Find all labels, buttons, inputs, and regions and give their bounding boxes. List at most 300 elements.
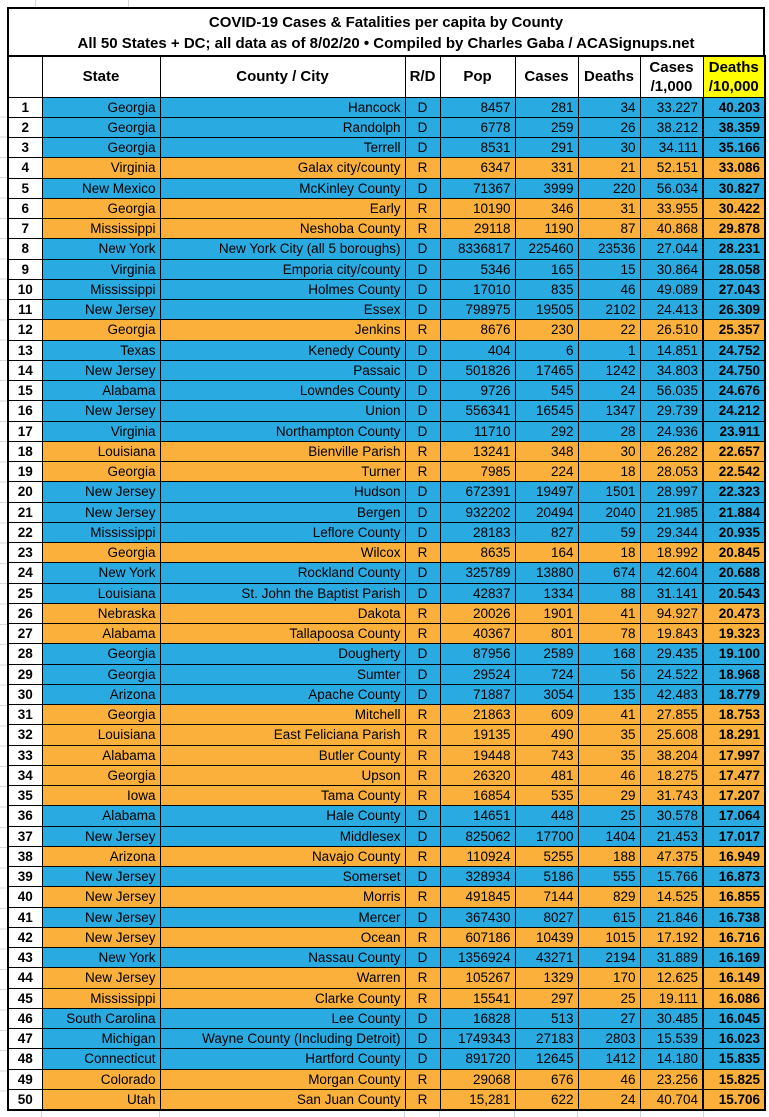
cases-per-1000-cell: 29.344	[640, 522, 703, 542]
spreadsheet-gridline	[41, 1111, 42, 1117]
cases-per-1000-cell: 28.053	[640, 462, 703, 482]
rank-cell: 14	[8, 360, 42, 380]
cases-per-1000-cell: 24.413	[640, 300, 703, 320]
table-row	[8, 826, 765, 846]
rank-cell: 35	[8, 786, 42, 806]
deaths-cell: 41	[578, 603, 640, 623]
state-cell: New Jersey	[42, 907, 160, 927]
cases-per-1000-cell: 40.868	[640, 219, 703, 239]
county-cell: Sumter	[160, 664, 405, 684]
table-row	[8, 968, 765, 988]
deaths-per-10000-cell: 27.043	[703, 279, 765, 299]
deaths-per-10000-cell: 26.309	[703, 300, 765, 320]
table-row	[8, 583, 765, 603]
deaths-per-10000-cell: 35.166	[703, 138, 765, 158]
deaths-cell: 1242	[578, 360, 640, 380]
party-cell: D	[405, 97, 440, 117]
deaths-per-10000-cell: 24.752	[703, 340, 765, 360]
table-row	[8, 563, 765, 583]
cases-cell: 331	[515, 158, 578, 178]
pop-cell: 71887	[440, 684, 515, 704]
county-cell: Dougherty	[160, 644, 405, 664]
covid-county-table	[7, 55, 766, 1111]
party-cell: D	[405, 360, 440, 380]
table-row	[8, 1049, 765, 1069]
state-cell: Louisiana	[42, 583, 160, 603]
party-cell: D	[405, 644, 440, 664]
pop-cell: 71367	[440, 178, 515, 198]
cases-cell: 224	[515, 462, 578, 482]
cases-cell: 8027	[515, 907, 578, 927]
county-cell: St. John the Baptist Parish	[160, 583, 405, 603]
rank-cell: 45	[8, 988, 42, 1008]
county-cell: Terrell	[160, 138, 405, 158]
cases-per-1000-cell: 19.111	[640, 988, 703, 1008]
deaths-cell: 35	[578, 725, 640, 745]
pop-cell: 87956	[440, 644, 515, 664]
deaths-cell: 26	[578, 117, 640, 137]
deaths-per-10000-cell: 16.045	[703, 1008, 765, 1028]
rank-cell: 23	[8, 543, 42, 563]
table-row	[8, 178, 765, 198]
deaths-cell: 135	[578, 684, 640, 704]
spreadsheet-gridline	[159, 1111, 160, 1117]
cases-cell: 743	[515, 745, 578, 765]
cases-per-1000-cell: 49.089	[640, 279, 703, 299]
cases-cell: 545	[515, 381, 578, 401]
deaths-per-10000-cell: 17.017	[703, 826, 765, 846]
deaths-per-10000-cell: 16.149	[703, 968, 765, 988]
deaths-cell: 41	[578, 705, 640, 725]
deaths-cell: 1404	[578, 826, 640, 846]
cases-cell: 2589	[515, 644, 578, 664]
cases-cell: 281	[515, 97, 578, 117]
rank-cell: 10	[8, 279, 42, 299]
deaths-cell: 56	[578, 664, 640, 684]
deaths-cell: 1412	[578, 1049, 640, 1069]
party-cell: R	[405, 968, 440, 988]
state-cell: Virginia	[42, 259, 160, 279]
cases-per-1000-cell: 38.204	[640, 745, 703, 765]
state-cell: Arizona	[42, 846, 160, 866]
party-cell: R	[405, 603, 440, 623]
rank-cell: 4	[8, 158, 42, 178]
table-row	[8, 340, 765, 360]
deaths-per-10000-cell: 15.706	[703, 1089, 765, 1109]
pop-cell: 20026	[440, 603, 515, 623]
state-cell: Mississippi	[42, 219, 160, 239]
cases-cell: 7144	[515, 887, 578, 907]
table-row	[8, 482, 765, 502]
col-header-cases-per-1000: Cases /1,000	[640, 56, 703, 97]
cases-cell: 3054	[515, 684, 578, 704]
deaths-per-10000-cell: 24.212	[703, 401, 765, 421]
deaths-per-10000-cell: 40.203	[703, 97, 765, 117]
rank-cell: 38	[8, 846, 42, 866]
county-cell: Holmes County	[160, 279, 405, 299]
deaths-per-10000-cell: 18.291	[703, 725, 765, 745]
county-cell: Hudson	[160, 482, 405, 502]
col-header-deaths-per-10000: Deaths /10,000	[703, 56, 765, 97]
table-row	[8, 279, 765, 299]
state-cell: New York	[42, 563, 160, 583]
deaths-per-10000-cell: 17.207	[703, 786, 765, 806]
county-cell: Morris	[160, 887, 405, 907]
table-row	[8, 1069, 765, 1089]
county-cell: Warren	[160, 968, 405, 988]
deaths-cell: 27	[578, 1008, 640, 1028]
rank-cell: 47	[8, 1029, 42, 1049]
rank-cell: 36	[8, 806, 42, 826]
cases-per-1000-cell: 17.192	[640, 927, 703, 947]
deaths-per-10000-cell: 18.968	[703, 664, 765, 684]
cases-per-1000-cell: 30.485	[640, 1008, 703, 1028]
rank-cell: 13	[8, 340, 42, 360]
table-row	[8, 907, 765, 927]
rank-cell: 18	[8, 441, 42, 461]
table-row	[8, 462, 765, 482]
cases-per-1000-cell: 23.256	[640, 1069, 703, 1089]
cases-cell: 297	[515, 988, 578, 1008]
deaths-per-10000-cell: 38.359	[703, 117, 765, 137]
state-cell: Connecticut	[42, 1049, 160, 1069]
deaths-cell: 31	[578, 198, 640, 218]
cases-cell: 10439	[515, 927, 578, 947]
rank-cell: 26	[8, 603, 42, 623]
cases-cell: 12645	[515, 1049, 578, 1069]
pop-cell: 42837	[440, 583, 515, 603]
table-row	[8, 522, 765, 542]
rank-cell: 6	[8, 198, 42, 218]
party-cell: R	[405, 320, 440, 340]
cases-per-1000-cell: 26.282	[640, 441, 703, 461]
pop-cell: 501826	[440, 360, 515, 380]
cases-cell: 292	[515, 421, 578, 441]
deaths-cell: 168	[578, 644, 640, 664]
pop-cell: 8676	[440, 320, 515, 340]
deaths-per-10000-cell: 20.935	[703, 522, 765, 542]
party-cell: R	[405, 1069, 440, 1089]
state-cell: New Jersey	[42, 826, 160, 846]
cases-cell: 17465	[515, 360, 578, 380]
state-cell: New Jersey	[42, 867, 160, 887]
county-cell: Jenkins	[160, 320, 405, 340]
table-row	[8, 664, 765, 684]
rank-cell: 37	[8, 826, 42, 846]
county-cell: Clarke County	[160, 988, 405, 1008]
pop-cell: 325789	[440, 563, 515, 583]
pop-cell: 932202	[440, 502, 515, 522]
col-header-cases: Cases	[515, 56, 578, 97]
spreadsheet-gridline	[35, 0, 36, 7]
party-cell: D	[405, 826, 440, 846]
cases-per-1000-cell: 33.955	[640, 198, 703, 218]
table-row	[8, 725, 765, 745]
table-row	[8, 401, 765, 421]
state-cell: Georgia	[42, 462, 160, 482]
pop-cell: 798975	[440, 300, 515, 320]
deaths-cell: 2102	[578, 300, 640, 320]
county-cell: Emporia city/county	[160, 259, 405, 279]
rank-cell: 28	[8, 644, 42, 664]
rank-cell: 29	[8, 664, 42, 684]
pop-cell: 607186	[440, 927, 515, 947]
state-cell: Georgia	[42, 644, 160, 664]
deaths-per-10000-cell: 16.738	[703, 907, 765, 927]
cases-cell: 19505	[515, 300, 578, 320]
spreadsheet-gridline	[640, 1111, 641, 1117]
pop-cell: 21863	[440, 705, 515, 725]
pop-cell: 105267	[440, 968, 515, 988]
spreadsheet-gridline	[439, 1111, 440, 1117]
county-cell: Lowndes County	[160, 381, 405, 401]
cases-cell: 801	[515, 624, 578, 644]
deaths-per-10000-cell: 25.357	[703, 320, 765, 340]
state-cell: Georgia	[42, 664, 160, 684]
pop-cell: 1356924	[440, 948, 515, 968]
deaths-per-10000-cell: 21.884	[703, 502, 765, 522]
cases-cell: 3999	[515, 178, 578, 198]
rank-cell: 15	[8, 381, 42, 401]
rank-cell: 33	[8, 745, 42, 765]
cases-per-1000-cell: 21.453	[640, 826, 703, 846]
party-cell: R	[405, 725, 440, 745]
rank-cell: 21	[8, 502, 42, 522]
rank-cell: 50	[8, 1089, 42, 1109]
deaths-cell: 21	[578, 158, 640, 178]
deaths-cell: 23536	[578, 239, 640, 259]
county-cell: Somerset	[160, 867, 405, 887]
deaths-per-10000-cell: 28.231	[703, 239, 765, 259]
spreadsheet-gridlines-left	[0, 97, 7, 1111]
deaths-cell: 24	[578, 381, 640, 401]
deaths-per-10000-cell: 19.323	[703, 624, 765, 644]
rank-cell: 17	[8, 421, 42, 441]
rank-cell: 16	[8, 401, 42, 421]
county-cell: Middlesex	[160, 826, 405, 846]
party-cell: D	[405, 421, 440, 441]
table-row	[8, 421, 765, 441]
cases-per-1000-cell: 56.034	[640, 178, 703, 198]
table-row	[8, 846, 765, 866]
rank-cell: 30	[8, 684, 42, 704]
cases-cell: 835	[515, 279, 578, 299]
table-row	[8, 360, 765, 380]
table-body	[8, 97, 765, 1110]
cases-per-1000-cell: 31.141	[640, 583, 703, 603]
state-cell: New York	[42, 948, 160, 968]
table-row	[8, 705, 765, 725]
table-row	[8, 320, 765, 340]
table-row	[8, 988, 765, 1008]
deaths-cell: 220	[578, 178, 640, 198]
county-cell: Neshoba County	[160, 219, 405, 239]
party-cell: R	[405, 786, 440, 806]
cases-cell: 346	[515, 198, 578, 218]
deaths-per-10000-cell: 29.878	[703, 219, 765, 239]
county-cell: Morgan County	[160, 1069, 405, 1089]
county-cell: Bienville Parish	[160, 441, 405, 461]
deaths-per-10000-cell: 16.716	[703, 927, 765, 947]
pop-cell: 10190	[440, 198, 515, 218]
deaths-cell: 30	[578, 138, 640, 158]
deaths-cell: 22	[578, 320, 640, 340]
cases-per-1000-cell: 52.151	[640, 158, 703, 178]
pop-cell: 14651	[440, 806, 515, 826]
rank-cell: 9	[8, 259, 42, 279]
pop-cell: 11710	[440, 421, 515, 441]
party-cell: R	[405, 927, 440, 947]
table-row	[8, 745, 765, 765]
rank-cell: 5	[8, 178, 42, 198]
table-row	[8, 502, 765, 522]
pop-cell: 6347	[440, 158, 515, 178]
state-cell: New Jersey	[42, 887, 160, 907]
cases-per-1000-cell: 30.864	[640, 259, 703, 279]
party-cell: D	[405, 664, 440, 684]
pop-cell: 491845	[440, 887, 515, 907]
pop-cell: 367430	[440, 907, 515, 927]
county-cell: Turner	[160, 462, 405, 482]
state-cell: Alabama	[42, 624, 160, 644]
state-cell: Georgia	[42, 138, 160, 158]
pop-cell: 16854	[440, 786, 515, 806]
state-cell: Colorado	[42, 1069, 160, 1089]
cases-per-1000-cell: 12.625	[640, 968, 703, 988]
pop-cell: 404	[440, 340, 515, 360]
party-cell: D	[405, 867, 440, 887]
rank-cell: 2	[8, 117, 42, 137]
page-subtitle: All 50 States + DC; all data as of 8/02/20 • Compiled by Charles Gaba / ACASignups.net	[77, 35, 695, 52]
table-row	[8, 1089, 765, 1109]
cases-per-1000-cell: 40.704	[640, 1089, 703, 1109]
pop-cell: 328934	[440, 867, 515, 887]
party-cell: D	[405, 279, 440, 299]
party-cell: D	[405, 482, 440, 502]
county-cell: Early	[160, 198, 405, 218]
county-cell: Tama County	[160, 786, 405, 806]
pop-cell: 8457	[440, 97, 515, 117]
pop-cell: 28183	[440, 522, 515, 542]
rank-cell: 20	[8, 482, 42, 502]
cases-cell: 481	[515, 765, 578, 785]
state-cell: New Jersey	[42, 360, 160, 380]
deaths-cell: 2194	[578, 948, 640, 968]
state-cell: Alabama	[42, 381, 160, 401]
cases-per-1000-cell: 14.851	[640, 340, 703, 360]
party-cell: D	[405, 1008, 440, 1028]
party-cell: R	[405, 887, 440, 907]
party-cell: R	[405, 988, 440, 1008]
cases-cell: 609	[515, 705, 578, 725]
party-cell: R	[405, 158, 440, 178]
state-cell: New Mexico	[42, 178, 160, 198]
cases-cell: 513	[515, 1008, 578, 1028]
deaths-cell: 170	[578, 968, 640, 988]
deaths-cell: 615	[578, 907, 640, 927]
county-cell: Northampton County	[160, 421, 405, 441]
party-cell: R	[405, 543, 440, 563]
county-cell: Mercer	[160, 907, 405, 927]
state-cell: Georgia	[42, 543, 160, 563]
cases-per-1000-cell: 24.936	[640, 421, 703, 441]
cases-per-1000-cell: 56.035	[640, 381, 703, 401]
table-row	[8, 644, 765, 664]
party-cell: D	[405, 117, 440, 137]
deaths-cell: 25	[578, 806, 640, 826]
cases-per-1000-cell: 31.889	[640, 948, 703, 968]
county-cell: Rockland County	[160, 563, 405, 583]
rank-cell: 22	[8, 522, 42, 542]
pop-cell: 29068	[440, 1069, 515, 1089]
party-cell: R	[405, 705, 440, 725]
cases-cell: 676	[515, 1069, 578, 1089]
cases-cell: 827	[515, 522, 578, 542]
spreadsheet-gridline	[514, 1111, 515, 1117]
table-row	[8, 381, 765, 401]
party-cell: D	[405, 259, 440, 279]
cases-per-1000-cell: 42.604	[640, 563, 703, 583]
cases-per-1000-cell: 26.510	[640, 320, 703, 340]
deaths-per-10000-cell: 16.086	[703, 988, 765, 1008]
county-cell: McKinley County	[160, 178, 405, 198]
party-cell: D	[405, 948, 440, 968]
party-cell: D	[405, 907, 440, 927]
cases-per-1000-cell: 33.227	[640, 97, 703, 117]
deaths-cell: 1	[578, 340, 640, 360]
table-row	[8, 97, 765, 117]
deaths-cell: 24	[578, 1089, 640, 1109]
pop-cell: 13241	[440, 441, 515, 461]
rank-cell: 11	[8, 300, 42, 320]
state-cell: Mississippi	[42, 522, 160, 542]
deaths-cell: 30	[578, 441, 640, 461]
party-cell: D	[405, 138, 440, 158]
deaths-per-10000-cell: 15.825	[703, 1069, 765, 1089]
deaths-per-10000-cell: 19.100	[703, 644, 765, 664]
state-cell: New Jersey	[42, 482, 160, 502]
pop-cell: 17010	[440, 279, 515, 299]
deaths-cell: 18	[578, 462, 640, 482]
rank-cell: 49	[8, 1069, 42, 1089]
deaths-cell: 1347	[578, 401, 640, 421]
state-cell: Virginia	[42, 158, 160, 178]
pop-cell: 7985	[440, 462, 515, 482]
rank-cell: 1	[8, 97, 42, 117]
county-cell: Wayne County (Including Detroit)	[160, 1029, 405, 1049]
state-cell: Alabama	[42, 745, 160, 765]
cases-per-1000-cell: 47.375	[640, 846, 703, 866]
cases-cell: 225460	[515, 239, 578, 259]
cases-per-1000-cell: 38.212	[640, 117, 703, 137]
county-cell: Passaic	[160, 360, 405, 380]
cases-per-1000-cell: 34.111	[640, 138, 703, 158]
party-cell: D	[405, 381, 440, 401]
party-cell: R	[405, 198, 440, 218]
state-cell: New Jersey	[42, 300, 160, 320]
rank-cell: 31	[8, 705, 42, 725]
pop-cell: 26320	[440, 765, 515, 785]
cases-per-1000-cell: 42.483	[640, 684, 703, 704]
table-row	[8, 927, 765, 947]
state-cell: New York	[42, 239, 160, 259]
deaths-per-10000-cell: 15.835	[703, 1049, 765, 1069]
col-header-state: State	[42, 56, 160, 97]
deaths-per-10000-cell: 20.543	[703, 583, 765, 603]
table-row	[8, 239, 765, 259]
deaths-per-10000-cell: 23.911	[703, 421, 765, 441]
party-cell: D	[405, 806, 440, 826]
